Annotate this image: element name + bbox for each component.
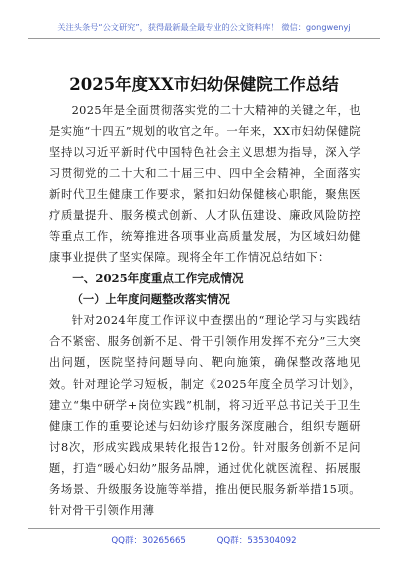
subsection-paragraph: 针对2024年度工作评议中查摆出的“理论学习与实践结合不紧密、服务创新不足、骨干引领作用发挥不充分”三大突出问题，医院坚持问题导向、靶向施策，确保整改落地见效。针对理论学习短板，制定《2025年度全员学习计划》，建立“集中研学+岗位实践”机制，将习近平总书记关于卫生健康工作的重要论述与妇幼诊疗服务深度融合，组织专题研讨8次，形成实践成果转化报告12份。针对服务创新不足问题，打造“暖心妇幼”服务品牌，通过优化就医流程、拓展服务场景、升级服务设施等举措，推出便民服务新举措15项。针对骨干引领作用薄 xyxy=(49,314,361,517)
page-header-promo: 关注头条号“公文研究”，获得最新最全最专业的公文资料库！ 微信：gongwenyj xyxy=(57,22,351,32)
intro-paragraph: 2025年是全面贯彻落实党的二十大精神的关键之年，也是实施“十四五”规划的收官之年。一年来，XX市妇幼保健院坚持以习近平新时代中国特色社会主义思想为指导，深入学习贯彻党的二十大和二十届三中、四中全会精神，全面落实新时代卫生健康工作要求，紧扣妇幼保健核心职能，聚焦医疗质量提升、服务模式创新、人才队伍建设、廉政风险防控等重点工作，统筹推进各项事业高质量发展，为区域妇幼健康事业提供了坚实保障。现将全年工作情况总结如下： xyxy=(49,104,361,265)
document-body xyxy=(49,100,361,521)
footer-divider xyxy=(28,528,380,529)
document-title: 2025年度XX市妇幼保健院工作总结 xyxy=(69,75,339,94)
page-footer xyxy=(0,534,408,546)
header-divider xyxy=(28,38,380,39)
footer-qq-group-2: QQ群：535304092 xyxy=(216,536,297,546)
section-heading: 一、2025年度重点工作完成情况 xyxy=(72,271,244,286)
subsection-heading: （一）上年度问题整改落实情况 xyxy=(71,292,230,307)
footer-qq-group-1: QQ群：30265665 xyxy=(111,536,186,546)
